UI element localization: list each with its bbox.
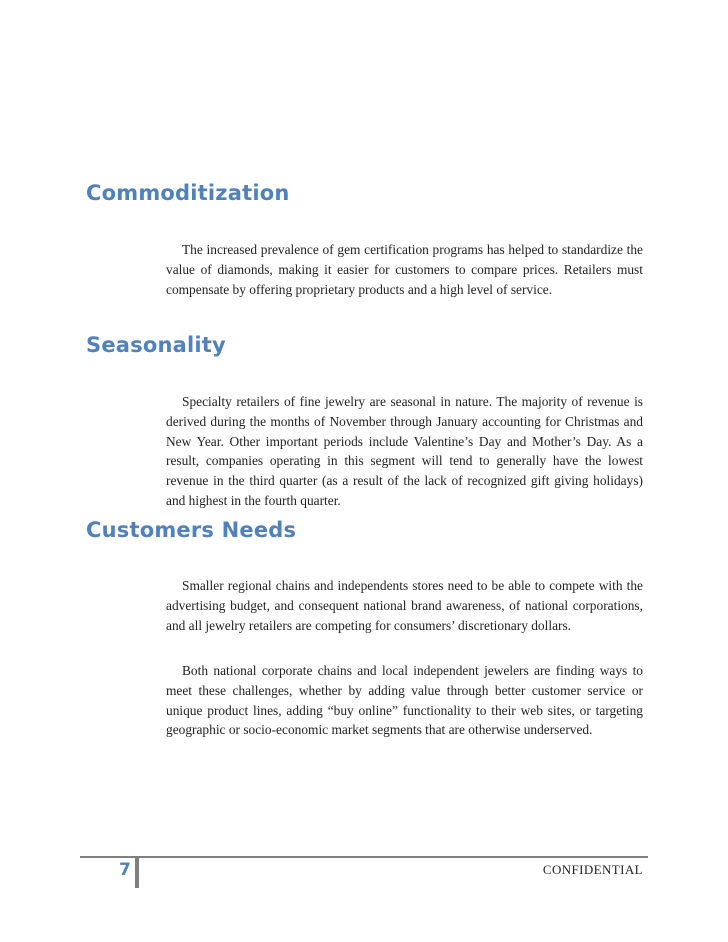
footer-rule (80, 856, 648, 858)
section-heading-customers-needs: Customers Needs (86, 518, 297, 542)
confidential-label: CONFIDENTIAL (542, 862, 643, 877)
page-number: 7 (119, 860, 131, 880)
section-heading-seasonality: Seasonality (86, 333, 226, 357)
customers-needs-paragraph-2: Both national corporate chains and local independent jewelers are finding ways to meet these challenges, whether by adding value through better customer service or unique product lines, adding “buy online” functionality to their web sites, or targeting geographic or socio-economic market segments that are otherwise underserved. (166, 663, 643, 738)
footer-divider-bar (135, 857, 139, 888)
customers-needs-paragraph-1: Smaller regional chains and independents stores need to be able to compete with the advertising budget, and consequent national brand awareness, of national corporations, and all jewelry retailers are competing for consumers’ discretionary dollars. (166, 578, 643, 633)
seasonality-paragraph: Specialty retailers of fine jewelry are seasonal in nature. The majority of revenue is derived during the months of November through January accounting for Christmas and New Year. Other important periods include Valentine’s Day and Mother’s Day. As a result, companies operating in this segment will tend to generally have the lowest revenue in the third quarter (as a result of the lack of recognized gift giving holidays) and highest in the fourth quarter. (166, 394, 643, 508)
commoditization-paragraph: The increased prevalence of gem certification programs has helped to standardize the value of diamonds, making it easier for customers to compare prices. Retailers must compensate by offering proprietary products and a high level of service. (166, 242, 643, 297)
section-heading-commoditization: Commoditization (86, 181, 290, 205)
